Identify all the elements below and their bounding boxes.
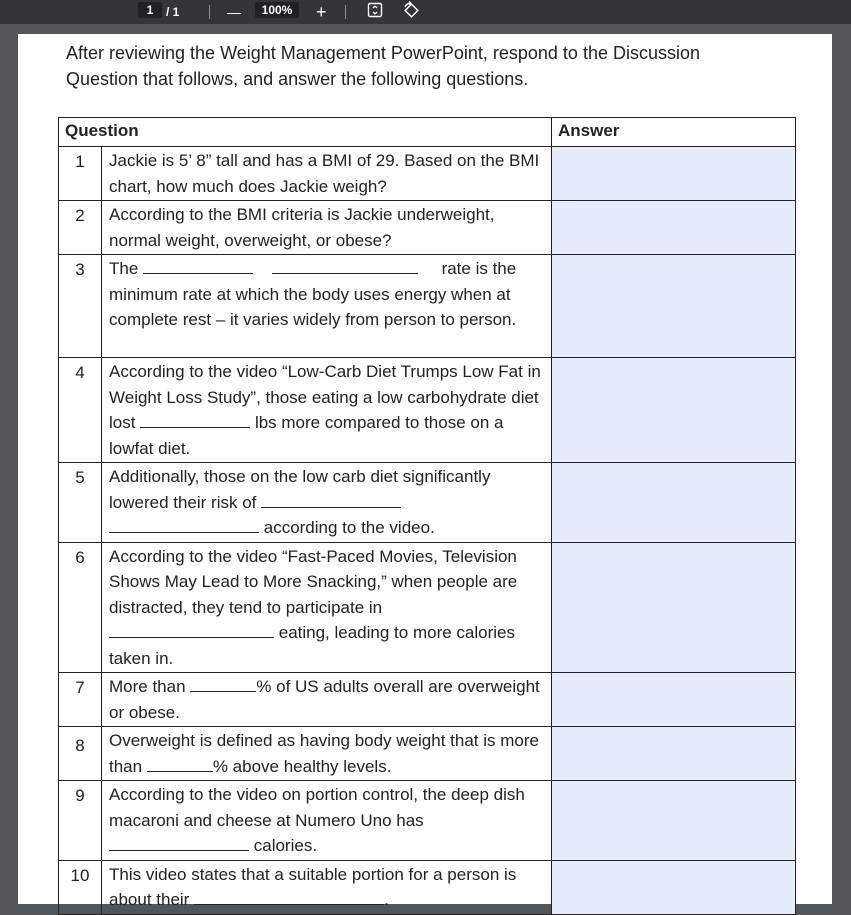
question-text-b: % of US adults overall are overweight or obese. xyxy=(109,677,540,722)
zoom-in-button[interactable]: + xyxy=(316,1,327,22)
table-header-row xyxy=(59,118,796,147)
fit-page-icon[interactable] xyxy=(365,0,385,20)
header-question: Question xyxy=(59,118,552,147)
row-number: 10 xyxy=(59,860,102,914)
question-text-b: eating, leading to more calories taken in. xyxy=(109,623,515,668)
row-number: 7 xyxy=(59,673,102,727)
pdf-page xyxy=(18,34,832,909)
table-row xyxy=(59,358,796,463)
row-number: 6 xyxy=(59,542,102,673)
fill-blank xyxy=(272,259,418,274)
question-text-a: According to the video “Low-Carb Diet Trumps Low Fat in Weight Loss Study”, those eating a low carbohydrate diet lost xyxy=(109,362,541,432)
question-text-a: According to the video on portion control, the deep dish macaroni and cheese at Numero Uno has xyxy=(109,785,525,830)
question-text-a: More than xyxy=(109,677,186,696)
zoom-out-button[interactable]: — xyxy=(227,4,241,20)
answer-cell[interactable] xyxy=(552,781,796,861)
toolbar-divider xyxy=(345,5,346,19)
rotate-icon[interactable] xyxy=(400,0,422,20)
answer-cell[interactable] xyxy=(552,860,796,914)
question-text-a: Overweight is defined as having body weight that is more than xyxy=(109,731,539,776)
question-text-b: lbs more compared to those on a lowfat diet. xyxy=(109,413,504,458)
table-row xyxy=(59,463,796,543)
intro-paragraph: After reviewing the Weight Management PowerPoint, respond to the Discussion Question that follows, and answer the following questions. xyxy=(66,43,700,89)
question-text-a: The xyxy=(109,259,139,278)
fill-blank xyxy=(143,259,253,274)
question-table xyxy=(58,117,796,915)
answer-cell[interactable] xyxy=(552,147,796,201)
page-total: / 1 xyxy=(166,5,180,19)
answer-cell[interactable] xyxy=(552,463,796,543)
question-text xyxy=(102,781,552,861)
question-text xyxy=(102,673,552,727)
table-row xyxy=(59,781,796,861)
answer-cell[interactable] xyxy=(552,727,796,781)
row-number: 5 xyxy=(59,463,102,543)
question-text xyxy=(102,860,552,914)
answer-cell[interactable] xyxy=(552,201,796,255)
question-text xyxy=(102,358,552,463)
fill-blank xyxy=(109,836,249,851)
question-text xyxy=(102,463,552,543)
question-text xyxy=(102,255,552,358)
answer-cell[interactable] xyxy=(552,542,796,673)
toolbar-divider xyxy=(209,5,210,19)
pdf-toolbar xyxy=(0,0,851,24)
row-number: 3 xyxy=(59,255,102,358)
table-row xyxy=(59,542,796,673)
page-number-input[interactable]: 1 xyxy=(138,2,162,18)
header-answer: Answer xyxy=(552,118,796,147)
fill-blank xyxy=(140,413,250,428)
fill-blank xyxy=(194,890,384,905)
table-row xyxy=(59,727,796,781)
row-number: 4 xyxy=(59,358,102,463)
answer-cell[interactable] xyxy=(552,255,796,358)
table-row xyxy=(59,860,796,914)
table-row xyxy=(59,201,796,255)
answer-cell[interactable] xyxy=(552,673,796,727)
question-text-a: Additionally, those on the low carb diet significantly lowered their risk of xyxy=(109,467,491,512)
table-row xyxy=(59,255,796,358)
answer-cell[interactable] xyxy=(552,358,796,463)
question-text: Jackie is 5’ 8” tall and has a BMI of 29. Based on the BMI chart, how much does Jackie weigh? xyxy=(102,147,552,201)
table-row xyxy=(59,147,796,201)
fill-blank xyxy=(109,623,274,638)
question-text-a: This video states that a suitable portion for a person is about their xyxy=(109,864,517,909)
fill-blank xyxy=(109,518,259,533)
row-number: 8 xyxy=(59,727,102,781)
question-text-b: % above healthy levels. xyxy=(212,756,392,776)
question-text-b: rate is the minimum rate at which the body uses energy when at complete rest – it varies widely from person to person. xyxy=(109,259,517,329)
question-text-b: according to the video. xyxy=(263,518,435,537)
fill-blank xyxy=(261,493,401,508)
table-row xyxy=(59,673,796,727)
question-text-b: calories. xyxy=(253,836,318,855)
question-text: According to the BMI criteria is Jackie underweight, normal weight, overweight, or obese? xyxy=(102,201,552,255)
fill-blank xyxy=(147,757,213,772)
question-text-a: According to the video “Fast-Paced Movies, Television Shows May Lead to More Snacking,” when people are distracted, they tend to participate in xyxy=(109,546,518,617)
row-number: 9 xyxy=(59,781,102,861)
question-text xyxy=(102,727,552,781)
question-text-b: . xyxy=(384,890,389,909)
question-text xyxy=(102,542,552,673)
row-number: 2 xyxy=(59,201,102,255)
zoom-level-input[interactable]: 100% xyxy=(255,2,299,18)
row-number: 1 xyxy=(59,147,102,201)
fill-blank xyxy=(190,677,256,692)
